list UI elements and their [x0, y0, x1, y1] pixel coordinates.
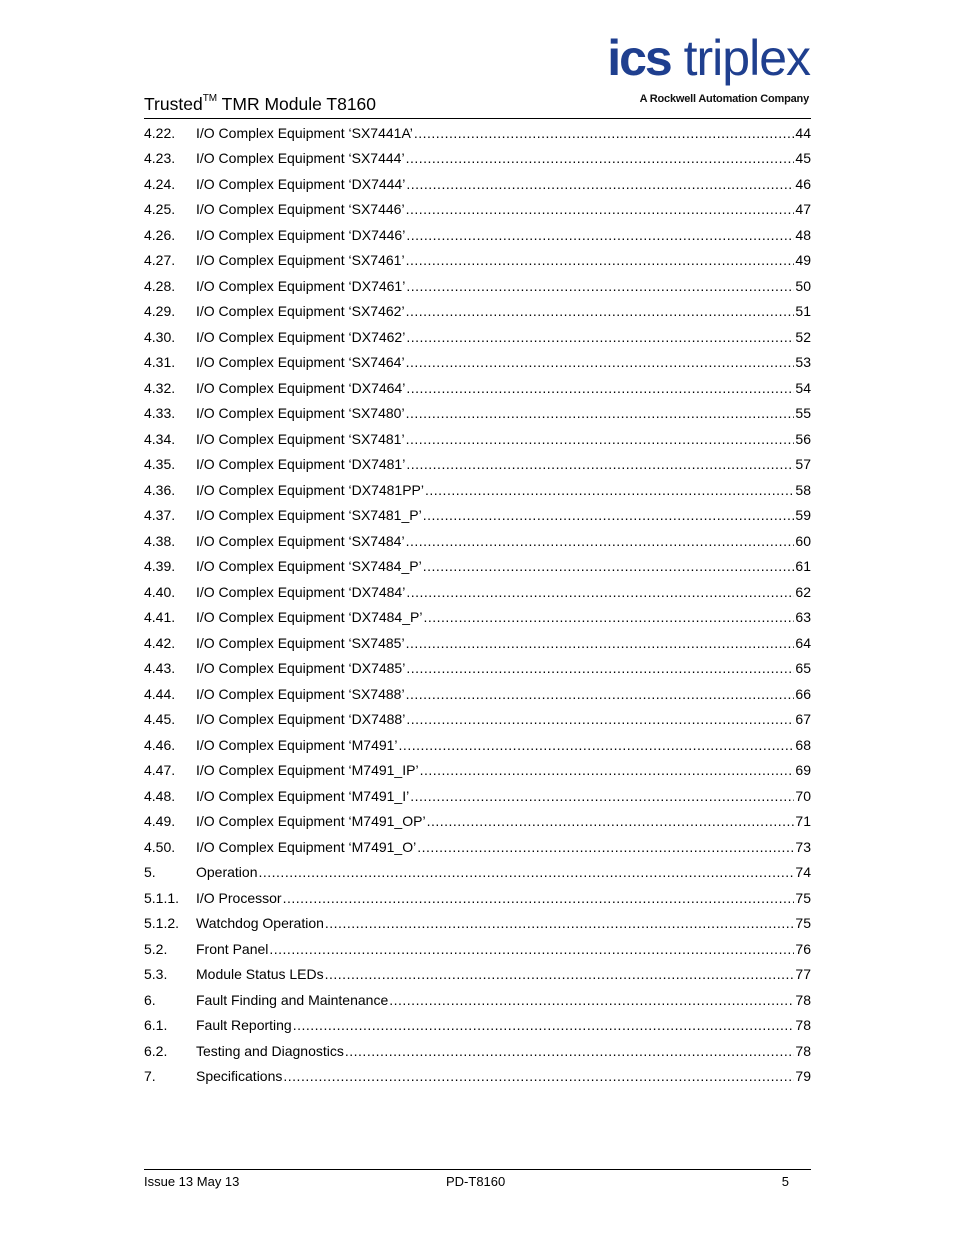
toc-entry[interactable]	[144, 197, 811, 223]
toc-entry-title: I/O Complex Equipment ‘M7491’	[196, 736, 398, 753]
toc-entry-page: 73	[795, 838, 811, 855]
toc-entry-number: 5.	[144, 864, 156, 881]
logo-triplex: triplex	[683, 30, 810, 86]
toc-entry-page: 55	[795, 405, 811, 422]
toc-entry-page: 66	[795, 685, 811, 702]
toc-dot-leader	[406, 329, 794, 345]
toc-dot-leader	[406, 456, 794, 472]
toc-entry-number: 4.30.	[144, 328, 176, 345]
toc-entry-number: 4.29.	[144, 303, 176, 320]
toc-entry-number: 4.46.	[144, 736, 176, 753]
toc-entry-title: I/O Complex Equipment ‘SX7444’	[196, 150, 405, 167]
toc-dot-leader	[406, 533, 795, 549]
toc-entry-title: I/O Complex Equipment ‘DX7481’	[196, 456, 406, 473]
toc-dot-leader	[283, 890, 795, 906]
toc-entry-number: 4.35.	[144, 456, 176, 473]
toc-entry[interactable]	[144, 528, 811, 554]
toc-entry[interactable]	[144, 962, 811, 988]
toc-entry-number: 4.23.	[144, 150, 176, 167]
title-trusted: Trusted	[144, 94, 203, 114]
toc-entry-number: 4.37.	[144, 507, 176, 524]
toc-entry-title: I/O Complex Equipment ‘SX7481’	[196, 430, 405, 447]
toc-entry-number: 4.36.	[144, 481, 176, 498]
logo-wordmark	[607, 30, 810, 86]
toc-entry-page: 64	[795, 634, 811, 651]
toc-entry-number: 4.42.	[144, 634, 176, 651]
logo-tagline: A Rockwell Automation Company	[639, 93, 809, 105]
toc-entry-page: 59	[795, 507, 811, 524]
toc-entry-page: 71	[795, 813, 811, 830]
footer-doc-id: PD-T8160	[446, 1174, 506, 1189]
toc-entry[interactable]	[144, 477, 811, 503]
toc-dot-leader	[406, 405, 795, 421]
toc-entry-number: 4.32.	[144, 379, 176, 396]
table-of-contents	[144, 120, 811, 1089]
toc-dot-leader	[406, 354, 795, 370]
toc-entry-page: 46	[795, 175, 811, 192]
toc-entry-page: 76	[795, 940, 811, 957]
toc-entry-page: 52	[795, 328, 811, 345]
toc-entry-number: 4.40.	[144, 583, 176, 600]
toc-dot-leader	[325, 915, 795, 931]
toc-entry-title: I/O Complex Equipment ‘DX7485’	[196, 660, 406, 677]
toc-dot-leader	[406, 176, 794, 192]
toc-entry-title: I/O Complex Equipment ‘DX7481PP’	[196, 481, 424, 498]
toc-dot-leader	[425, 482, 794, 498]
toc-entry[interactable]	[144, 911, 811, 937]
toc-entry-title: I/O Complex Equipment ‘SX7480’	[196, 405, 405, 422]
toc-entry-number: 4.31.	[144, 354, 176, 371]
toc-entry-title: I/O Complex Equipment ‘SX7462’	[196, 303, 405, 320]
toc-dot-leader	[283, 1068, 794, 1084]
footer-issue: Issue 13 May 13	[144, 1174, 240, 1189]
toc-entry-number: 5.1.2.	[144, 915, 180, 932]
toc-entry-number: 7.	[144, 1068, 156, 1085]
toc-dot-leader	[345, 1043, 795, 1059]
toc-dot-leader	[406, 431, 795, 447]
toc-entry-page: 75	[795, 915, 811, 932]
toc-entry-page: 79	[795, 1068, 811, 1085]
toc-entry-page: 78	[795, 1042, 811, 1059]
toc-entry-page: 77	[795, 966, 811, 983]
toc-entry-title: Front Panel	[196, 940, 269, 957]
toc-entry[interactable]	[144, 630, 811, 656]
toc-entry[interactable]	[144, 987, 811, 1013]
toc-dot-leader	[406, 201, 795, 217]
toc-entry-title: I/O Complex Equipment ‘SX7484’	[196, 532, 405, 549]
toc-entry-number: 4.28.	[144, 277, 176, 294]
toc-dot-leader	[325, 966, 795, 982]
toc-entry-page: 69	[795, 762, 811, 779]
title-module: TMR Module T8160	[217, 94, 377, 114]
toc-entry-page: 45	[795, 150, 811, 167]
toc-entry-number: 5.1.1.	[144, 889, 180, 906]
toc-entry-title: I/O Complex Equipment ‘DX7484_P’	[196, 609, 423, 626]
toc-entry-title: I/O Processor	[196, 889, 282, 906]
toc-entry-page: 62	[795, 583, 811, 600]
toc-entry-title: I/O Complex Equipment ‘SX7488’	[196, 685, 405, 702]
page-header	[144, 30, 811, 119]
toc-entry-page: 70	[795, 787, 811, 804]
toc-entry-title: Specifications	[196, 1068, 283, 1085]
toc-dot-leader	[389, 992, 794, 1008]
toc-entry-page: 61	[795, 558, 811, 575]
toc-entry-number: 4.33.	[144, 405, 176, 422]
toc-dot-leader	[399, 737, 795, 753]
toc-entry-number: 4.47.	[144, 762, 176, 779]
toc-entry-page: 75	[795, 889, 811, 906]
toc-entry-number: 4.34.	[144, 430, 176, 447]
toc-entry-number: 4.24.	[144, 175, 176, 192]
toc-dot-leader	[423, 609, 794, 625]
toc-entry-title: I/O Complex Equipment ‘DX7488’	[196, 711, 406, 728]
toc-entry-title: I/O Complex Equipment ‘SX7441A’	[196, 124, 413, 141]
toc-entry-page: 60	[795, 532, 811, 549]
toc-entry-number: 4.43.	[144, 660, 176, 677]
toc-entry[interactable]	[144, 732, 811, 758]
toc-entry-number: 5.3.	[144, 966, 168, 983]
toc-entry-title: I/O Complex Equipment ‘SX7464’	[196, 354, 405, 371]
toc-dot-leader	[406, 584, 794, 600]
toc-entry-page: 63	[795, 609, 811, 626]
toc-entry-number: 4.45.	[144, 711, 176, 728]
toc-entry-page: 68	[795, 736, 811, 753]
toc-entry-page: 54	[795, 379, 811, 396]
toc-entry-title: I/O Complex Equipment ‘DX7484’	[196, 583, 406, 600]
toc-entry-page: 44	[795, 124, 811, 141]
toc-entry[interactable]	[144, 350, 811, 376]
toc-dot-leader	[414, 125, 795, 141]
toc-entry-title: Testing and Diagnostics	[196, 1042, 344, 1059]
toc-entry[interactable]	[144, 1013, 811, 1039]
toc-dot-leader	[293, 1017, 795, 1033]
toc-entry[interactable]	[144, 656, 811, 682]
toc-entry-page: 78	[795, 991, 811, 1008]
toc-entry[interactable]	[144, 375, 811, 401]
toc-dot-leader	[410, 788, 794, 804]
toc-entry[interactable]	[144, 401, 811, 427]
toc-entry-number: 4.25.	[144, 201, 176, 218]
ics-triplex-logo	[595, 30, 810, 108]
toc-dot-leader	[417, 839, 794, 855]
toc-entry-title: I/O Complex Equipment ‘M7491_O’	[196, 838, 417, 855]
toc-entry[interactable]	[144, 758, 811, 784]
toc-dot-leader	[406, 303, 795, 319]
toc-entry[interactable]	[144, 681, 811, 707]
toc-entry-page: 47	[795, 201, 811, 218]
toc-entry-title: I/O Complex Equipment ‘DX7464’	[196, 379, 406, 396]
toc-entry-title: I/O Complex Equipment ‘SX7481_P’	[196, 507, 422, 524]
toc-entry-title: I/O Complex Equipment ‘DX7462’	[196, 328, 406, 345]
toc-entry-title: I/O Complex Equipment ‘SX7446’	[196, 201, 405, 218]
logo-ics: ics	[607, 30, 671, 86]
toc-entry-number: 4.22.	[144, 124, 176, 141]
document-title	[144, 91, 376, 114]
toc-entry[interactable]	[144, 120, 811, 146]
toc-entry-page: 57	[795, 456, 811, 473]
toc-entry[interactable]	[144, 324, 811, 350]
toc-dot-leader	[427, 813, 795, 829]
toc-dot-leader	[406, 711, 794, 727]
toc-entry[interactable]	[144, 503, 811, 529]
toc-entry-number: 4.49.	[144, 813, 176, 830]
toc-entry[interactable]	[144, 273, 811, 299]
toc-entry[interactable]	[144, 936, 811, 962]
toc-entry-page: 78	[795, 1017, 811, 1034]
toc-entry-number: 6.	[144, 991, 156, 1008]
toc-dot-leader	[406, 380, 794, 396]
toc-entry-number: 5.2.	[144, 940, 168, 957]
toc-dot-leader	[406, 252, 795, 268]
toc-entry-title: I/O Complex Equipment ‘SX7484_P’	[196, 558, 422, 575]
toc-dot-leader	[406, 278, 794, 294]
toc-entry-title: Operation	[196, 864, 258, 881]
toc-dot-leader	[406, 150, 795, 166]
toc-entry-number: 4.39.	[144, 558, 176, 575]
toc-entry[interactable]	[144, 783, 811, 809]
trademark-superscript: TM	[202, 93, 218, 105]
toc-entry[interactable]	[144, 1038, 811, 1064]
toc-entry-page: 49	[795, 252, 811, 269]
toc-entry-title: Fault Finding and Maintenance	[196, 991, 389, 1008]
toc-entry[interactable]	[144, 222, 811, 248]
toc-entry-page: 67	[795, 711, 811, 728]
toc-entry-page: 56	[795, 430, 811, 447]
toc-entry[interactable]	[144, 605, 811, 631]
toc-entry-page: 58	[795, 481, 811, 498]
toc-entry-number: 4.27.	[144, 252, 176, 269]
toc-dot-leader	[258, 864, 794, 880]
toc-entry[interactable]	[144, 707, 811, 733]
toc-entry[interactable]	[144, 834, 811, 860]
toc-entry-number: 4.44.	[144, 685, 176, 702]
toc-entry-number: 4.26.	[144, 226, 176, 243]
toc-entry[interactable]	[144, 860, 811, 886]
page-footer	[144, 1169, 811, 1189]
toc-entry-number: 6.2.	[144, 1042, 168, 1059]
toc-entry[interactable]	[144, 171, 811, 197]
toc-dot-leader	[406, 635, 795, 651]
toc-entry[interactable]	[144, 146, 811, 172]
toc-entry-title: I/O Complex Equipment ‘M7491_IP’	[196, 762, 419, 779]
toc-entry-number: 4.48.	[144, 787, 176, 804]
toc-entry-title: Watchdog Operation	[196, 915, 324, 932]
toc-entry-title: Fault Reporting	[196, 1017, 292, 1034]
toc-dot-leader	[269, 941, 794, 957]
toc-entry[interactable]	[144, 426, 811, 452]
toc-dot-leader	[406, 660, 794, 676]
toc-entry-number: 6.1.	[144, 1017, 168, 1034]
toc-entry[interactable]	[144, 554, 811, 580]
toc-dot-leader	[423, 558, 795, 574]
toc-entry[interactable]	[144, 579, 811, 605]
toc-dot-leader	[420, 762, 795, 778]
toc-entry-number: 4.38.	[144, 532, 176, 549]
toc-entry[interactable]	[144, 1064, 811, 1090]
toc-entry-title: I/O Complex Equipment ‘M7491_I’	[196, 787, 410, 804]
toc-entry-title: I/O Complex Equipment ‘SX7461’	[196, 252, 405, 269]
toc-entry-number: 4.41.	[144, 609, 176, 626]
toc-entry-title: Module Status LEDs	[196, 966, 324, 983]
toc-dot-leader	[423, 507, 795, 523]
toc-entry[interactable]	[144, 299, 811, 325]
toc-entry-page: 74	[795, 864, 811, 881]
toc-entry-title: I/O Complex Equipment ‘M7491_OP’	[196, 813, 426, 830]
toc-entry-title: I/O Complex Equipment ‘DX7461’	[196, 277, 406, 294]
toc-entry-title: I/O Complex Equipment ‘SX7485’	[196, 634, 405, 651]
toc-entry-page: 53	[795, 354, 811, 371]
toc-entry[interactable]	[144, 452, 811, 478]
toc-entry-page: 50	[795, 277, 811, 294]
toc-entry-number: 4.50.	[144, 838, 176, 855]
toc-dot-leader	[406, 686, 795, 702]
footer-page-number: 5	[781, 1174, 789, 1189]
toc-entry-title: I/O Complex Equipment ‘DX7446’	[196, 226, 406, 243]
toc-entry[interactable]	[144, 885, 811, 911]
toc-dot-leader	[406, 227, 794, 243]
toc-entry[interactable]	[144, 248, 811, 274]
toc-entry-page: 65	[795, 660, 811, 677]
toc-entry-title: I/O Complex Equipment ‘DX7444’	[196, 175, 406, 192]
toc-entry[interactable]	[144, 809, 811, 835]
toc-entry-page: 51	[795, 303, 811, 320]
toc-entry-page: 48	[795, 226, 811, 243]
